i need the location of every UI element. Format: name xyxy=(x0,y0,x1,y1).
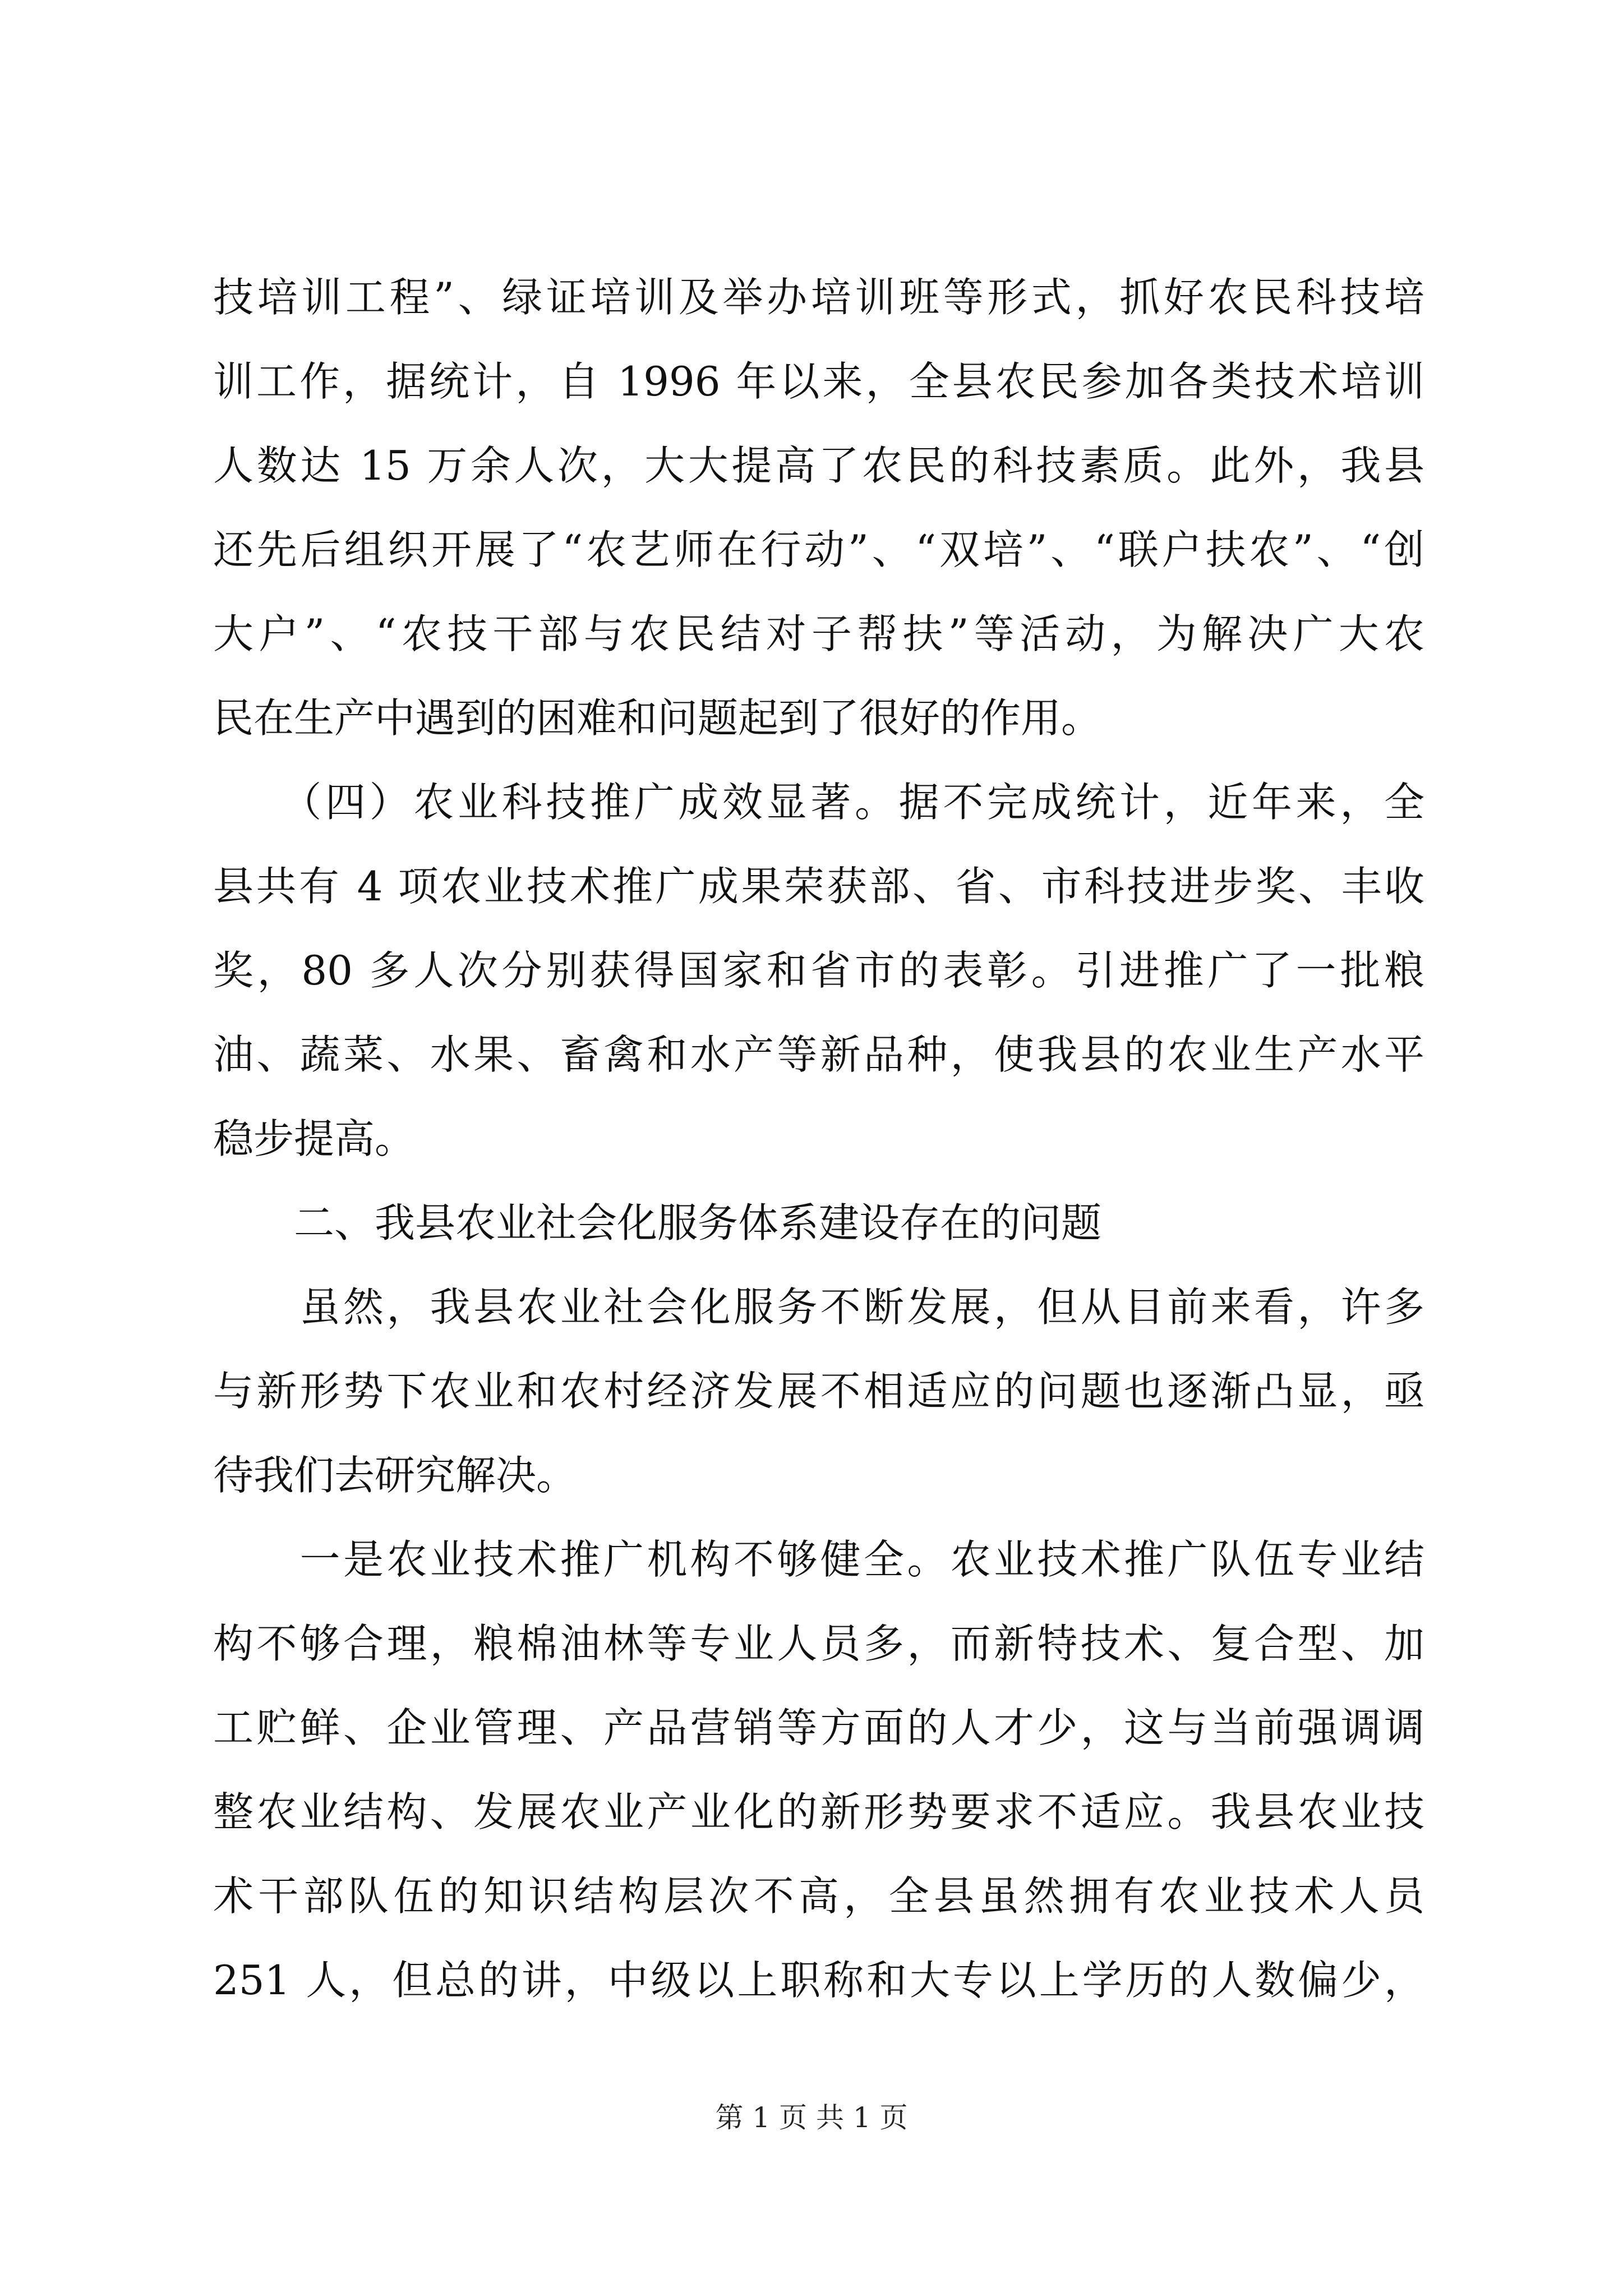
text-line: 民在生产中遇到的困难和问题起到了很好的作用。 xyxy=(213,694,1102,742)
text-line: 大户”、“农技干部与农民结对子帮扶”等活动，为解决广大农 xyxy=(213,610,1424,657)
body-text xyxy=(213,255,1424,2022)
text-line: 县共有 4 项农业技术推广成果荣获部、省、市科技进步奖、丰收 xyxy=(213,863,1424,910)
text-line: 251 人，但总的讲，中级以上职称和大专以上学历的人数偏少， xyxy=(213,1957,1424,2004)
text-line: 待我们去研究解决。 xyxy=(213,1452,577,1499)
text-line: 术干部队伍的知识结构层次不高，全县虽然拥有农业技术人员 xyxy=(213,1872,1424,1920)
text-line: 工贮鲜、企业管理、产品营销等方面的人才少，这与当前强调调 xyxy=(213,1704,1424,1751)
text-line: 二、我县农业社会化服务体系建设存在的问题 xyxy=(213,1199,1102,1246)
text-line: 一是农业技术推广机构不够健全。农业技术推广队伍专业结 xyxy=(213,1536,1424,1583)
text-line: 整农业结构、发展农业产业化的新形势要求不适应。我县农业技 xyxy=(213,1788,1424,1835)
text-line: （四）农业科技推广成效显著。据不完成统计，近年来，全 xyxy=(213,779,1424,826)
page-footer: 第 1 页 共 1 页 xyxy=(715,2101,908,2134)
text-line: 油、蔬菜、水果、畜禽和水产等新品种，使我县的农业生产水平 xyxy=(213,1031,1424,1078)
text-line: 还先后组织开展了“农艺师在行动”、“双培”、“联户扶农”、“创 xyxy=(213,526,1424,573)
text-line: 构不够合理，粮棉油林等专业人员多，而新特技术、复合型、加 xyxy=(213,1620,1424,1667)
text-line: 虽然，我县农业社会化服务不断发展，但从目前来看，许多 xyxy=(213,1283,1424,1331)
text-line: 训工作，据统计，自 1996 年以来，全县农民参加各类技术培训 xyxy=(213,358,1424,405)
text-line: 稳步提高。 xyxy=(213,1115,416,1162)
text-line: 人数达 15 万余人次，大大提高了农民的科技素质。此外，我县 xyxy=(213,442,1424,489)
text-line: 与新形势下农业和农村经济发展不相适应的问题也逐渐凸显，亟 xyxy=(213,1368,1424,1415)
text-line: 技培训工程”、绿证培训及举办培训班等形式，抓好农民科技培 xyxy=(213,274,1424,321)
text-line: 奖，80 多人次分别获得国家和省市的表彰。引进推广了一批粮 xyxy=(213,947,1424,994)
